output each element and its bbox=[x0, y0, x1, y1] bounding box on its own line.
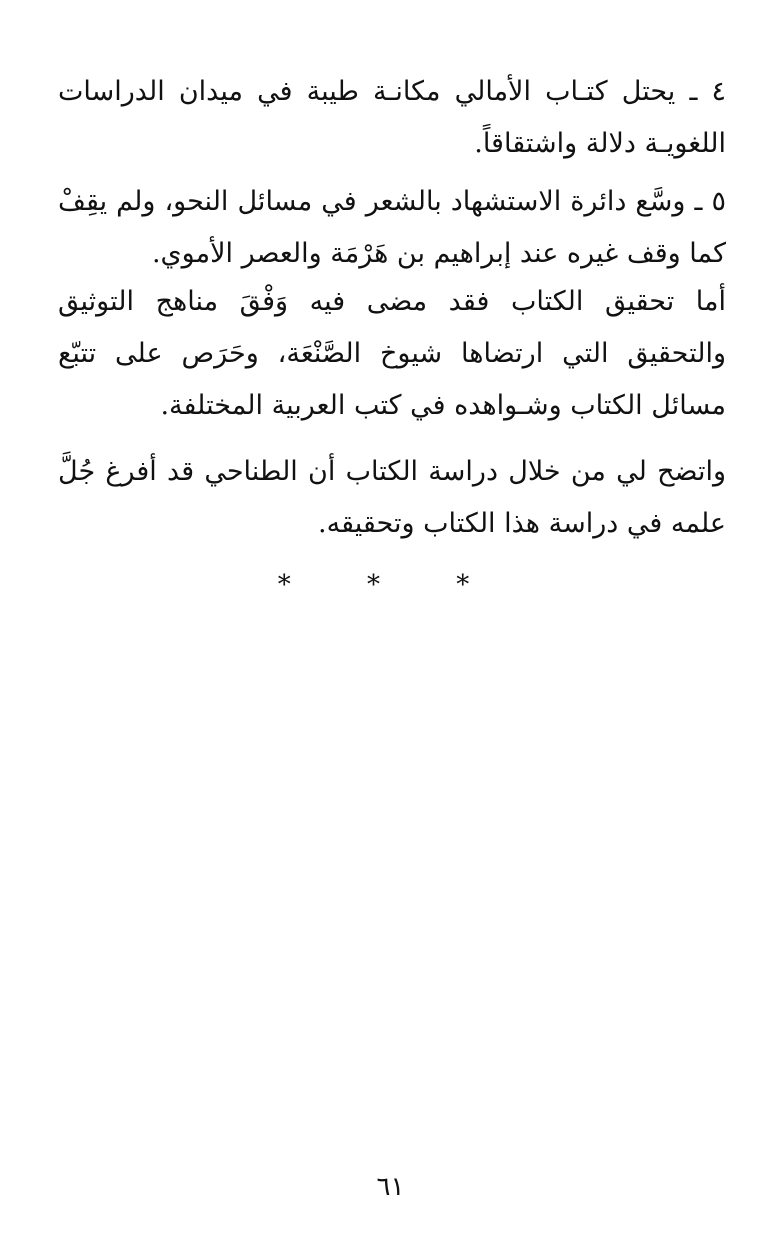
list-item-4-text: ٤ ـ يحتل كتـاب الأمالي مكانـة طيبة في ميدان الدراسات اللغويـة دلالة واشتقاقاً. bbox=[58, 76, 726, 159]
paragraph-conclusion-text: واتضح لي من خلال دراسة الكتاب أن الطناحي قد أفرغ جُلَّ علمه في دراسة هذا الكتاب وتحقيقه. bbox=[58, 456, 726, 539]
paragraph-editing-text: أما تحقيق الكتاب فقد مضى فيه وَفْقَ مناهج التوثيق والتحقيق التي ارتضاها شيوخ الصَّنْعَة، وحَرَص على تتبّع مسائل الكتاب وشـواهده في كتب العربية المختلفة. bbox=[58, 286, 726, 421]
list-item-5 bbox=[58, 176, 726, 280]
list-item-5-text: ٥ ـ وسَّع دائرة الاستشهاد بالشعر في مسائل النحو، ولم يقِفْ كما وقف غيره عند إبراهيم بن هَرْمَة والعصر الأموي. bbox=[58, 186, 726, 269]
section-separator: * * * bbox=[277, 570, 504, 600]
paragraph-conclusion bbox=[58, 446, 726, 550]
paragraph-editing bbox=[58, 276, 726, 432]
page-number: ٦١ bbox=[376, 1172, 405, 1202]
list-item-4 bbox=[58, 66, 726, 170]
